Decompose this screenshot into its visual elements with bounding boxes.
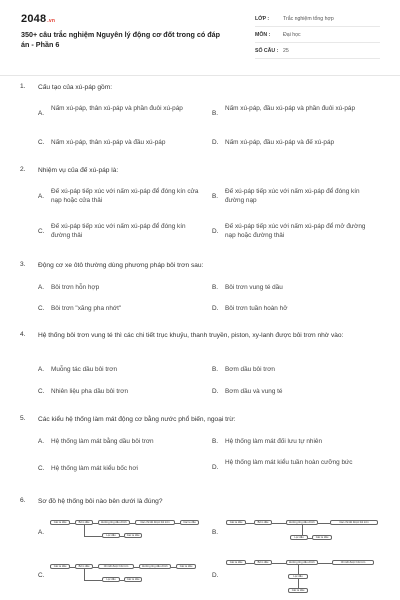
logo-suffix: .vn: [47, 18, 56, 24]
diagram-node: Lọc dầu: [288, 574, 308, 579]
meta-row-subject: [255, 30, 380, 43]
diagram-node: Bơm dầu: [254, 560, 272, 565]
option-letter: C.: [38, 305, 45, 312]
option-letter: C.: [38, 465, 45, 472]
option-c[interactable]: [38, 222, 203, 242]
option-c[interactable]: [38, 464, 203, 474]
diagram-node: Lọc dầu: [290, 535, 308, 540]
diagram-node: Các te dầu: [312, 535, 332, 540]
question-text: Động cơ xe ôtô thường dùng phương pháp bôi trơn sau:: [38, 262, 204, 269]
option-b[interactable]: [212, 437, 382, 447]
option-text: Muỗng tác dầu bôi trơn: [51, 366, 118, 373]
diagram-connector: [272, 523, 286, 524]
option-a[interactable]: [38, 365, 203, 375]
option-text: Đế xú-páp tiếp xúc với nấm xú-páp để đóng kín cửa nạp hoặc cửa thải: [51, 188, 199, 204]
diagram-node: Bơm dầu: [75, 564, 93, 569]
option-c[interactable]: [38, 304, 203, 314]
option-a[interactable]: [38, 187, 203, 207]
option-d[interactable]: [212, 222, 382, 242]
option-a[interactable]: [38, 437, 203, 447]
page-header: [0, 0, 400, 76]
diagram-node: Bơm dầu: [75, 520, 93, 525]
option-letter: A.: [38, 110, 45, 117]
option-b[interactable]: [212, 528, 224, 538]
diagram-node: Đường ống dầu chính: [286, 520, 318, 525]
option-letter: D.: [212, 388, 219, 395]
diagram-a[interactable]: [50, 516, 200, 546]
meta-value: 25: [283, 48, 289, 54]
option-letter: A.: [38, 529, 45, 536]
meta-value: Đại học: [283, 32, 301, 38]
meta-row-count: [255, 46, 380, 59]
diagram-node: Lọc dầu: [102, 577, 120, 582]
diagram-node: Cac te dầu: [124, 533, 142, 538]
option-letter: C.: [38, 139, 45, 146]
question-number: 4.: [20, 331, 26, 338]
option-letter: C.: [38, 572, 45, 579]
option-letter: B.: [212, 529, 219, 536]
option-letter: C.: [38, 228, 45, 235]
question-number: 1.: [20, 83, 26, 90]
diagram-connector: [272, 563, 286, 564]
option-text: Đế xú-páp tiếp xúc với nấm xú-páp để mở đường nạp hoặc đường thải: [225, 223, 366, 239]
diagram-node: Các te dầu: [50, 564, 70, 569]
diagram-connector: [298, 565, 299, 574]
option-a[interactable]: [38, 528, 50, 538]
option-b[interactable]: [212, 283, 382, 293]
option-text: Nấm xú-páp, đầu xú-páp và đế xú-páp: [225, 139, 335, 146]
diagram-node: Chi tiết được bôi trơn: [98, 564, 134, 569]
option-c[interactable]: [38, 571, 50, 581]
option-text: Đế xú-páp tiếp xúc với nấm xú-páp để đóng kín đường thải: [51, 223, 186, 239]
option-d[interactable]: [212, 458, 382, 478]
meta-key: LỚP :: [255, 16, 270, 22]
diagram-node: Các te dầu: [50, 520, 70, 525]
diagram-connector: [84, 580, 102, 581]
option-a[interactable]: [38, 104, 203, 124]
question-text: Hệ thống bôi trơn vung té thì các chi tiết trục khuỷu, thanh truyền, piston, xy-lanh được bôi trơn nhờ vào:: [38, 332, 344, 339]
diagram-node: Các te dầu: [288, 588, 308, 593]
option-c[interactable]: [38, 387, 203, 397]
option-letter: A.: [38, 284, 45, 291]
option-text: Nhiên liệu pha dầu bôi trơn: [51, 388, 129, 395]
meta-key: MÔN :: [255, 32, 271, 38]
option-text: Hệ thống làm mát kiểu tuần hoàn cưỡng bức: [225, 459, 353, 466]
diagram-node: Các te dầu: [124, 577, 142, 582]
option-text: Bơm dầu và vung té: [225, 388, 283, 395]
meta-row-class: [255, 14, 380, 27]
diagram-connector: [84, 569, 85, 580]
option-text: Bơm dầu bôi trơn: [225, 366, 275, 373]
option-text: Hệ thống làm mát bằng dầu bôi trơn: [51, 438, 154, 445]
site-logo[interactable]: [21, 13, 55, 25]
option-text: Bôi trơn vung té dầu: [225, 284, 283, 291]
option-b[interactable]: [212, 187, 382, 207]
diagram-connector: [84, 525, 85, 536]
option-text: Nấm xú-páp, đầu xú-páp và phần đuôi xú-páp: [225, 105, 356, 112]
option-d[interactable]: [212, 571, 224, 581]
diagram-connector: [298, 579, 299, 588]
diagram-node: Đường ống dầu chính: [98, 520, 130, 525]
option-letter: D.: [212, 228, 219, 235]
option-letter: D.: [212, 464, 219, 471]
option-b[interactable]: [212, 365, 382, 375]
option-text: Hệ thống làm mát đối lưu tự nhiên: [225, 438, 323, 445]
logo-text: 2048: [21, 13, 47, 25]
question-text: Cấu tạo của xú-páp gồm:: [38, 84, 113, 91]
option-letter: A.: [38, 438, 45, 445]
option-letter: A.: [38, 193, 45, 200]
diagram-c[interactable]: [50, 560, 200, 590]
option-b[interactable]: [212, 104, 382, 124]
diagram-node: Các te dầu: [180, 520, 199, 525]
option-letter: B.: [212, 438, 219, 445]
document-meta: [255, 14, 380, 62]
option-text: Bôi trơn hỗn hợp: [51, 284, 100, 291]
meta-key: SỐ CÂU :: [255, 48, 279, 54]
diagram-node: Đường ống dầu chính: [139, 564, 171, 569]
diagram-node: Các te dầu: [226, 560, 246, 565]
option-text: Nấm xú-páp, thân xú-páp và đầu xú-páp: [51, 139, 166, 146]
diagram-node: Lọc dầu: [102, 533, 120, 538]
diagram-node: Các te dầu: [176, 564, 196, 569]
option-letter: B.: [212, 366, 219, 373]
option-text: Nấm xú-páp, thân xú-páp và phần đuôi xú-páp: [51, 105, 183, 112]
diagram-d[interactable]: [226, 556, 382, 600]
option-d[interactable]: [212, 387, 382, 397]
option-letter: D.: [212, 572, 219, 579]
option-letter: B.: [212, 284, 219, 291]
option-letter: D.: [212, 305, 219, 312]
diagram-connector: [246, 523, 254, 524]
question-number: 2.: [20, 166, 26, 173]
option-d[interactable]: [212, 138, 382, 148]
diagram-node: Đường ống dầu chính: [286, 560, 318, 565]
meta-value: Trắc nghiệm tổng hợp: [283, 16, 334, 22]
diagram-connector: [318, 563, 332, 564]
option-letter: D.: [212, 139, 219, 146]
diagram-connector: [84, 536, 102, 537]
question-number: 3.: [20, 261, 26, 268]
question-number: 5.: [20, 415, 26, 422]
diagram-node: Chi tiết được bôi trơn: [332, 560, 374, 565]
question-text: Nhiệm vụ của đế xú-páp là:: [38, 167, 119, 174]
option-text: Bôi trơn tuần hoàn hở: [225, 305, 288, 312]
diagram-connector: [318, 523, 330, 524]
option-d[interactable]: [212, 304, 382, 314]
option-text: Bôi trơn "xăng pha nhớt": [51, 305, 122, 312]
option-c[interactable]: [38, 138, 203, 148]
diagram-node: Các chi tiết được bôi trơn: [135, 520, 175, 525]
diagram-node: Các chi tiết được bôi trơn: [330, 520, 378, 525]
option-letter: C.: [38, 388, 45, 395]
diagram-node: Bơm dầu: [254, 520, 272, 525]
option-a[interactable]: [38, 283, 203, 293]
option-letter: B.: [212, 110, 219, 117]
diagram-connector: [246, 563, 254, 564]
option-text: Hệ thống làm mát kiểu bốc hơi: [51, 465, 138, 472]
question-number: 6.: [20, 497, 26, 504]
option-text: Đế xú-páp tiếp xúc với nấm xú-páp để đóng kín đường nạp: [225, 188, 360, 204]
option-letter: B.: [212, 193, 219, 200]
document-title: 350+ câu trắc nghiệm Nguyên lý động cơ đốt trong có đáp án - Phần 6: [21, 30, 221, 49]
diagram-node: Các te dầu: [226, 520, 246, 525]
question-text: Sơ đồ hệ thống bôi nào bên dưới là đúng?: [38, 498, 163, 505]
diagram-b[interactable]: [226, 516, 382, 546]
option-letter: A.: [38, 366, 45, 373]
question-text: Các kiểu hệ thống làm mát động cơ bằng nước phổ biến, ngoại trừ:: [38, 416, 236, 423]
